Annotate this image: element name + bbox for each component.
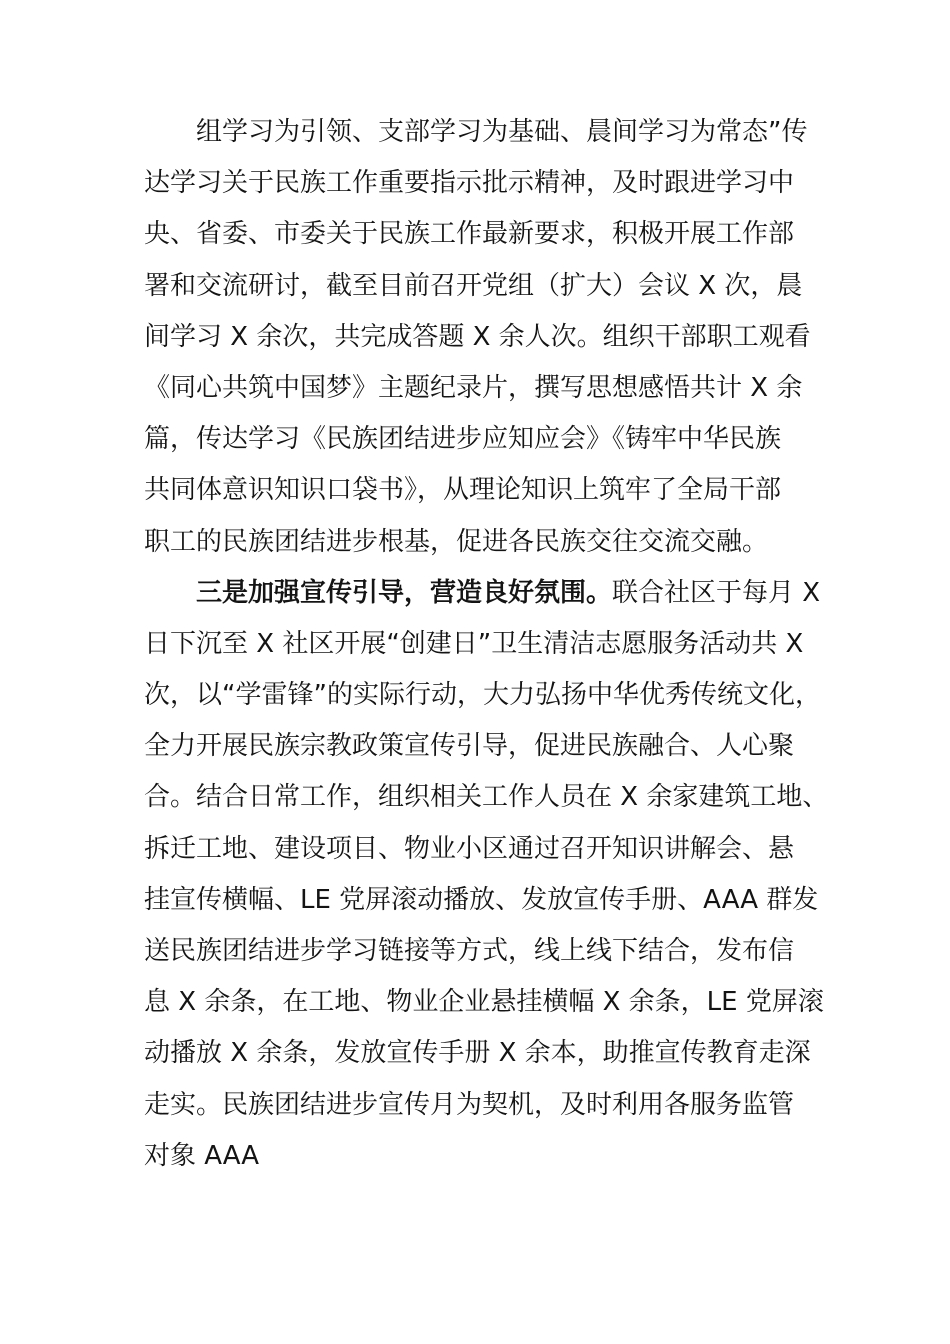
paragraph-line: 拆迁工地、建设项目、物业小区通过召开知识讲解会、悬 [144, 833, 795, 864]
paragraph-line: 日下沉至 X 社区开展“创建日”卫生清洁志愿服务活动共 X [144, 628, 804, 659]
paragraph-line: 动播放 X 余条，发放宣传手册 X 余本，助推宣传教育走深 [144, 1038, 811, 1069]
paragraph-line: 息 X 余条，在工地、物业企业悬挂横幅 X 余条，LE 党屏滚 [144, 987, 824, 1018]
paragraph-line: 全力开展民族宗教政策宣传引导，促进民族融合、人心聚 [144, 731, 795, 762]
paragraph-line: 职工的民族团结进步根基，促进各民族交往交流交融。 [144, 526, 769, 557]
paragraph-line: 达学习关于民族工作重要指示批示精神，及时跟进学习中 [144, 168, 795, 199]
paragraph-line: 送民族团结进步学习链接等方式，线上线下结合，发布信 [144, 936, 795, 966]
paragraph-line: 共同体意识知识口袋书》，从理论知识上筑牢了全局干部 [144, 475, 782, 506]
paragraph-line: 对象 AAA [144, 1140, 260, 1171]
paragraph-line: 挂宣传横幅、LE 党屏滚动播放、发放宣传手册、AAA 群发 [144, 884, 819, 915]
document-body [144, 107, 829, 1182]
section-first-line-text: 联合社区于每月 X [612, 577, 821, 608]
paragraph-line: 央、省委、市委关于民族工作最新要求，积极开展工作部 [144, 219, 795, 250]
section-heading: 三是加强宣传引导，营造良好氛围。 [196, 577, 613, 608]
paragraph-line: 《同心共筑中国梦》主题纪录片，撰写思想感悟共计 X 余 [144, 372, 803, 403]
paragraph-line: 合。结合日常工作，组织相关工作人员在 X 余家建筑工地、 [144, 782, 829, 813]
paragraph-line: 署和交流研讨，截至目前召开党组（扩大）会议 X 次，晨 [144, 270, 803, 301]
paragraph-line: 篇，传达学习《民族团结进步应知应会》《铸牢中华民族 [144, 424, 782, 455]
paragraph-line: 走实。民族团结进步宣传月为契机，及时利用各服务监管 [144, 1089, 795, 1120]
paragraph-line: 间学习 X 余次，共完成答题 X 余人次。组织干部职工观看 [144, 321, 811, 352]
paragraph-line: 组学习为引领、支部学习为基础、晨间学习为常态”传 [196, 117, 808, 147]
paragraph-line: 次，以“学雷锋”的实际行动，大力弘扬中华优秀传统文化， [144, 680, 821, 711]
section-first-line [144, 568, 821, 619]
